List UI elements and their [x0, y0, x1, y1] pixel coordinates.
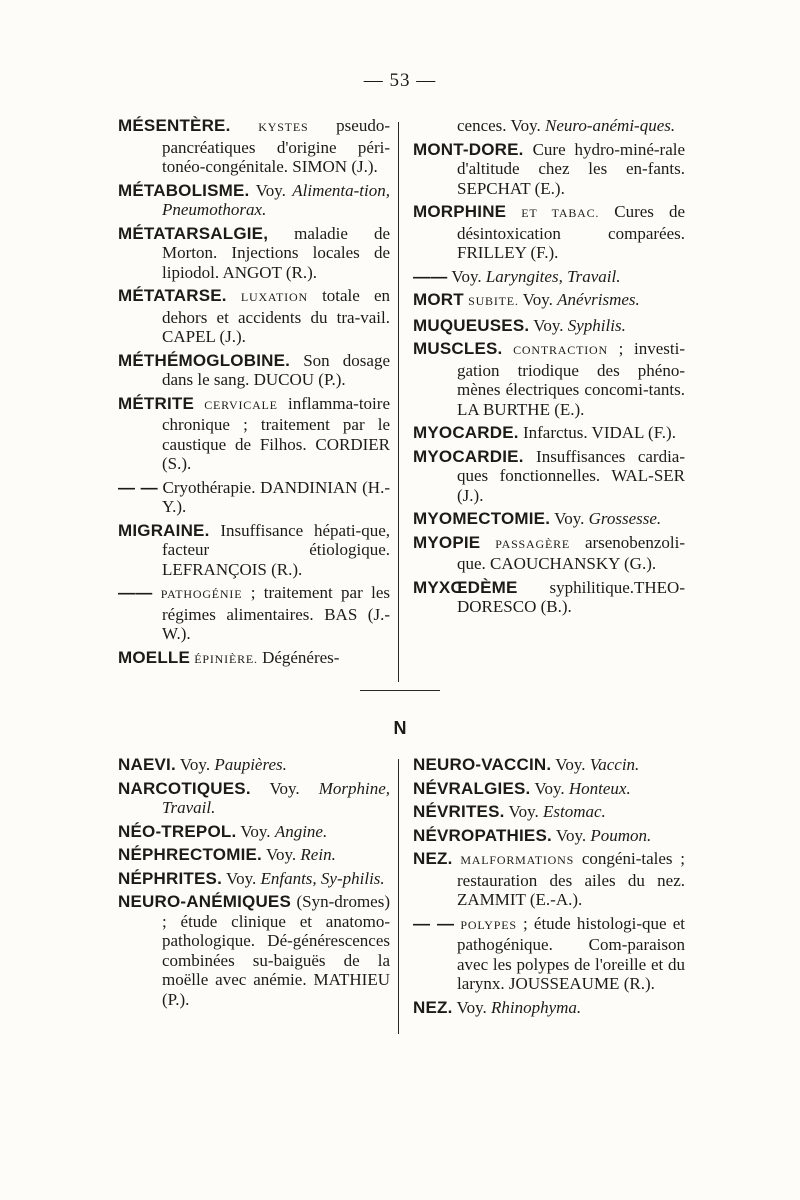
entry-text: Voy.	[255, 180, 286, 200]
entry-text: Voy.	[269, 778, 300, 798]
column-rule	[398, 759, 399, 1034]
index-entry	[118, 822, 390, 842]
index-entry	[118, 869, 390, 889]
entry-qualifier: CONTRACTION	[513, 343, 608, 357]
index-entry	[413, 755, 685, 775]
entry-reference: Paupières.	[214, 755, 287, 774]
index-entry	[118, 286, 390, 347]
entry-text: Voy.	[554, 509, 585, 528]
entry-heading: MYOCARDE.	[413, 423, 519, 442]
index-entry	[413, 140, 685, 199]
entry-heading: NEZ.	[413, 997, 453, 1017]
index-entry	[413, 290, 685, 312]
entry-text: Insuffisance hépati-que, facteur étiologique. LEFRANÇOIS (R.).	[162, 520, 391, 579]
entry-heading: MIGRAINE.	[118, 520, 210, 540]
index-entry	[413, 267, 685, 287]
entry-text: maladie de Morton. Injections locales de lipiodol. ANGOT (R.).	[162, 223, 390, 282]
entry-heading: NÉPHRECTOMIE.	[118, 845, 262, 864]
entry-heading: MYXŒDÈME	[413, 577, 518, 597]
entry-heading: MUQUEUSES.	[413, 315, 530, 335]
entry-qualifier: PATHOGÉNIE	[160, 587, 243, 601]
entry-reference: Grossesse.	[588, 509, 662, 528]
entry-qualifier: ET TABAC.	[521, 206, 600, 220]
entry-text: Voy.	[534, 778, 565, 798]
entry-qualifier: LUXATION	[240, 290, 308, 304]
entry-text: Voy.	[555, 825, 587, 845]
entry-reference: Rein.	[300, 845, 336, 864]
entry-text: ; investi-gation triodique des phéno-mènes électriques concomi-tants. LA BURTHE (E.).	[457, 339, 685, 419]
entry-text: pseudo-pancréatiques d'origine péri-tonéo-congénitale. SIMON (J.).	[162, 116, 390, 176]
index-entry	[118, 648, 390, 670]
entry-heading: MUSCLES.	[413, 339, 503, 358]
entry-heading: MYOMECTOMIE.	[413, 509, 551, 528]
entry-text: ; étude histologi-que et pathogénique. Com-paraison avec les polypes de l'oreille et du larynx. JOUSSEAUME (R.).	[457, 913, 686, 993]
entry-reference: Vaccin.	[589, 755, 640, 774]
entry-heading: — —	[118, 477, 158, 497]
entry-heading: NÉVRITES.	[413, 802, 505, 821]
entry-qualifier: MALFORMATIONS	[460, 853, 575, 867]
section-letter: N	[393, 718, 407, 738]
entry-reference: Neuro-anémi-ques.	[544, 116, 676, 135]
column-right	[413, 755, 685, 1034]
index-entry	[118, 351, 390, 390]
entry-reference: Morphine, Travail.	[162, 778, 390, 817]
index-entry	[413, 202, 685, 263]
entry-text: Voy.	[508, 802, 539, 821]
entry-text: Voy.	[240, 821, 271, 841]
index-entry	[413, 779, 685, 799]
entry-heading: MYOPIE	[413, 532, 481, 552]
entry-heading: ——	[118, 583, 153, 602]
entry-qualifier: ÉPINIÈRE.	[194, 651, 258, 666]
entry-reference: Laryngites, Travail.	[485, 266, 621, 286]
index-entry	[413, 316, 685, 336]
column-left	[118, 116, 390, 682]
entry-heading: — —	[413, 913, 455, 933]
entry-heading: NARCOTIQUES.	[118, 778, 251, 798]
entry-text: Voy.	[179, 755, 211, 774]
entry-reference: Alimenta-tion, Pneumothorax.	[162, 180, 390, 219]
entry-text: Voy.	[522, 290, 553, 309]
entry-reference: Anévrismes.	[557, 290, 640, 309]
entry-text: Dégénéres-	[262, 647, 340, 667]
index-entry	[118, 892, 390, 1009]
column-rule	[398, 122, 399, 682]
index-entry	[413, 509, 685, 529]
entry-text: Voy.	[555, 755, 586, 774]
index-entry	[413, 339, 685, 419]
index-entry	[413, 447, 685, 506]
entry-reference: Syphilis.	[567, 315, 626, 335]
index-entry	[118, 755, 390, 775]
entry-heading: MÉTHÉMOGLOBINE.	[118, 350, 291, 370]
entry-text: Cryothérapie. DANDINIAN (H.-Y.).	[162, 477, 390, 516]
entry-qualifier: PASSAGÈRE	[495, 536, 571, 551]
entry-text: Cures de désintoxication comparées. FRILLEY (F.).	[457, 202, 685, 262]
entry-text: Voy.	[225, 868, 257, 888]
index-entry	[413, 802, 685, 822]
entry-heading: MORT	[413, 290, 464, 309]
entry-heading: MÉTATARSALGIE,	[118, 223, 269, 243]
index-entry	[118, 116, 390, 177]
entry-heading: MÉTATARSE.	[118, 286, 227, 305]
entry-text: Voy.	[265, 845, 297, 864]
index-entry	[413, 998, 685, 1018]
entry-heading: MÉTABOLISME.	[118, 180, 250, 200]
section-m	[118, 116, 685, 682]
index-entry	[118, 394, 390, 474]
page-number: — 53 —	[363, 70, 437, 91]
entry-heading: NÉO-TREPOL.	[118, 821, 237, 841]
index-entry	[413, 578, 685, 617]
index-entry	[413, 423, 685, 443]
index-entry	[413, 849, 685, 910]
entry-heading: NÉPHRITES.	[118, 868, 223, 888]
section-n	[118, 755, 685, 1034]
entry-qualifier: POLYPES	[460, 917, 517, 932]
entry-heading: NÉVROPATHIES.	[413, 825, 552, 845]
index-entry	[118, 583, 390, 644]
entry-text: Voy.	[456, 997, 487, 1017]
entry-text: Cure hydro-miné-rale d'altitude chez les en-fants. SEPCHAT (E.).	[457, 139, 686, 198]
entry-text: Insuffisances cardia-ques fonctionnelles. WAL-SER (J.).	[457, 446, 685, 505]
entry-text: Voy.	[451, 266, 482, 286]
entry-heading: ——	[413, 266, 448, 286]
column-right	[413, 116, 685, 682]
entry-reference: Honteux.	[568, 778, 631, 798]
entry-text: inflamma-toire chronique ; traitement par le caustique de Filhos. CORDIER (S.).	[162, 393, 390, 473]
entry-qualifier: CERVICALE	[204, 397, 278, 412]
entry-heading: MÉSENTÈRE.	[118, 116, 231, 135]
column-left	[118, 755, 390, 1034]
index-entry	[413, 826, 685, 846]
entry-text: congéni-tales ; restauration des ailes du nez. ZAMMIT (E.-A.).	[457, 849, 686, 909]
entry-reference: Angine.	[274, 821, 328, 841]
entry-heading: NEZ.	[413, 849, 453, 868]
index-entry	[413, 914, 685, 994]
entry-text: arsenobenzoli-que. CAOUCHANSKY (G.).	[457, 532, 686, 573]
entry-heading: NEURO-ANÉMIQUES	[118, 892, 292, 911]
index-entry	[118, 181, 390, 220]
entry-text: Son dosage dans le sang. DUCOU (P.).	[162, 350, 390, 389]
entry-text: Voy.	[533, 315, 564, 335]
entry-heading: NEURO-VACCIN.	[413, 755, 552, 774]
entry-reference: Enfants, Sy-philis.	[260, 868, 385, 888]
entry-text: ; traitement par les régimes alimentaires. BAS (J.-W.).	[162, 583, 390, 643]
entry-heading: MONT-DORE.	[413, 139, 524, 159]
entry-reference: Poumon.	[590, 825, 652, 845]
entry-text: Infarctus. VIDAL (F.).	[522, 423, 676, 442]
entry-reference: Rhinophyma.	[490, 997, 582, 1017]
entry-heading: MÉTRITE	[118, 393, 195, 413]
section-divider	[360, 690, 440, 691]
entry-heading: MORPHINE	[413, 202, 507, 221]
index-entry	[118, 521, 390, 580]
entry-qualifier: KYSTES	[258, 120, 309, 134]
entry-text: cences. Voy.	[457, 116, 541, 135]
index-entry	[118, 478, 390, 517]
entry-text: syphilitique.THEO-DORESCO (B.).	[457, 577, 685, 616]
entry-text: totale en dehors et accidents du tra-vail. CAPEL (J.).	[162, 286, 391, 346]
index-entry	[413, 533, 685, 574]
entry-heading: NAEVI.	[118, 755, 176, 774]
entry-qualifier: SUBITE.	[468, 294, 519, 308]
index-entry	[413, 116, 685, 136]
entry-heading: MYOCARDIE.	[413, 446, 524, 466]
index-entry	[118, 845, 390, 865]
entry-text: (Syn-dromes) ; étude clinique et anatomo-pathologique. Dé-générescences combinées su-baiguës de la moëlle avec anémie. MATHIEU (P.).	[162, 892, 390, 1009]
entry-heading: MOELLE	[118, 647, 191, 667]
entry-reference: Estomac.	[542, 802, 606, 821]
entry-heading: NÉVRALGIES.	[413, 778, 531, 798]
index-entry	[118, 779, 390, 818]
index-entry	[118, 224, 390, 283]
